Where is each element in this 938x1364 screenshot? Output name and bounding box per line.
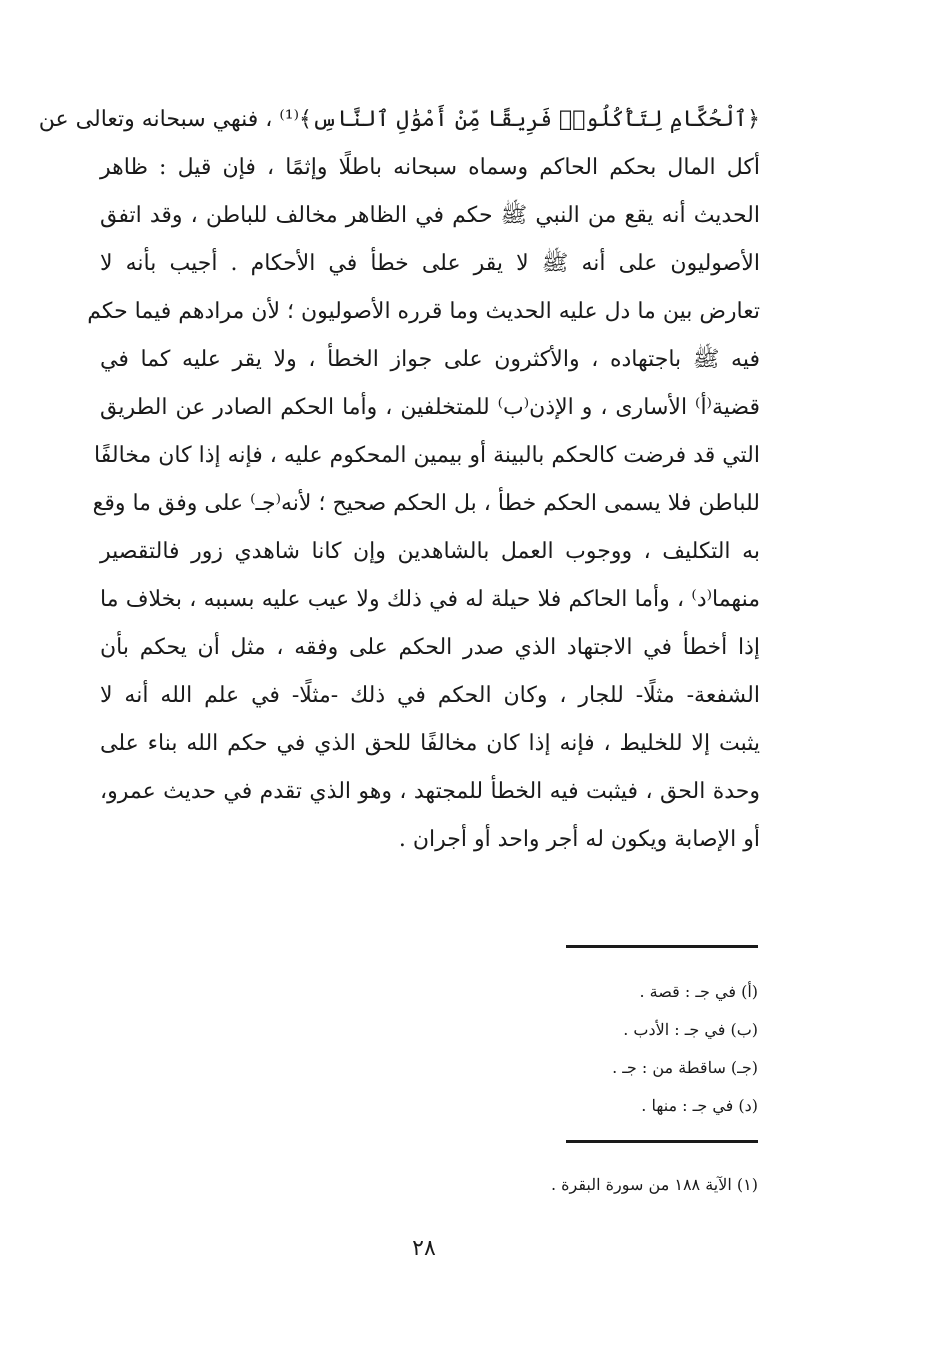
source-footnotes (338, 1166, 758, 1204)
text-line: أكل المال بحكم الحاكم وسماه سبحانه باطلًا وإثمًا ، فإن قيل : ظاهر (100, 155, 760, 180)
text-line: الشفعة- مثلًا- للجار ، وكان الحكم في ذلك -مثلًا- في علم الله أنه لا (100, 683, 760, 708)
text-line: به التكليف ، ووجوب العمل بالشاهدين وإن كانا شاهدي زور فالتقصير (100, 539, 760, 564)
text-line: الأصوليون على أنه ﷺ لا يقر على خطأ في الأحكام . أجيب بأنه لا (100, 251, 760, 276)
text-line: للباطن فلا يسمى الحكم خطأ ، بل الحكم صحيح ؛ لأنه⁽جـ⁾ على وفق ما وقع (92, 491, 760, 516)
footnote-divider (566, 1140, 758, 1143)
text-line: تعارض بين ما دل عليه الحديث وما قرره الأصوليون ؛ لأن مرادهم فيما حكم (87, 299, 760, 324)
text-line: ﴿ٱلْحُكَّامِ لِتَأْكُلُوا۟ فَرِيقًا مِّنْ أَمْوَٰلِ ٱلنَّاسِ﴾⁽¹⁾ ، فنهي سبحانه وتعالى عن (38, 107, 760, 132)
text-line: أو الإصابة ويكون له أجر واحد أو أجران . (398, 827, 760, 852)
footnote: (ب) في جـ : الأدب . (623, 1020, 758, 1039)
footnote: (أ) في جـ : قصة . (639, 982, 758, 1001)
main-text (38, 96, 761, 864)
footnote: (جـ) ساقطة من : جـ . (612, 1058, 758, 1077)
footnote: (١) الآية ١٨٨ من سورة البقرة . (550, 1175, 758, 1194)
variant-footnotes (338, 973, 758, 1125)
text-line: منهما⁽د⁾ ، وأما الحاكم فلا حيلة له في ذلك ولا عيب عليه بسببه ، بخلاف ما (100, 587, 761, 612)
text-line: قضية⁽أ⁾ الأسارى ، و الإذن⁽ب⁾ للمتخلفين ، وأما الحكم الصادر عن الطريق (100, 395, 760, 420)
text-line: التي قد فرضت كالحكم بالبينة أو بيمين المحكوم عليه ، فإنه إذا كان مخالفًا (94, 443, 760, 468)
text-line: فيه ﷺ باجتهاده ، والأكثرون على جواز الخطأ ، ولا يقر عليه كما في (100, 347, 760, 372)
text-line: وحدة الحق ، فيثبت فيه الخطأ للمجتهد ، وهو الذي تقدم في حديث عمرو، (100, 779, 760, 804)
footnote: (د) في جـ : منها . (641, 1096, 758, 1115)
text-line: يثبت إلا للخليط ، فإنه إذا كان مخالفًا للحق الذي في حكم الله بناء على (100, 731, 760, 756)
footnote-divider (566, 945, 758, 948)
text-line: إذا أخطأ في الاجتهاد الذي صدر الحكم على وفقه ، مثل أن يحكم بأن (100, 635, 760, 660)
page-number: ٢٨ (412, 1236, 436, 1261)
text-line: الحديث أنه يقع من النبي ﷺ حكم في الظاهر مخالف للباطن ، وقد اتفق (100, 203, 760, 228)
